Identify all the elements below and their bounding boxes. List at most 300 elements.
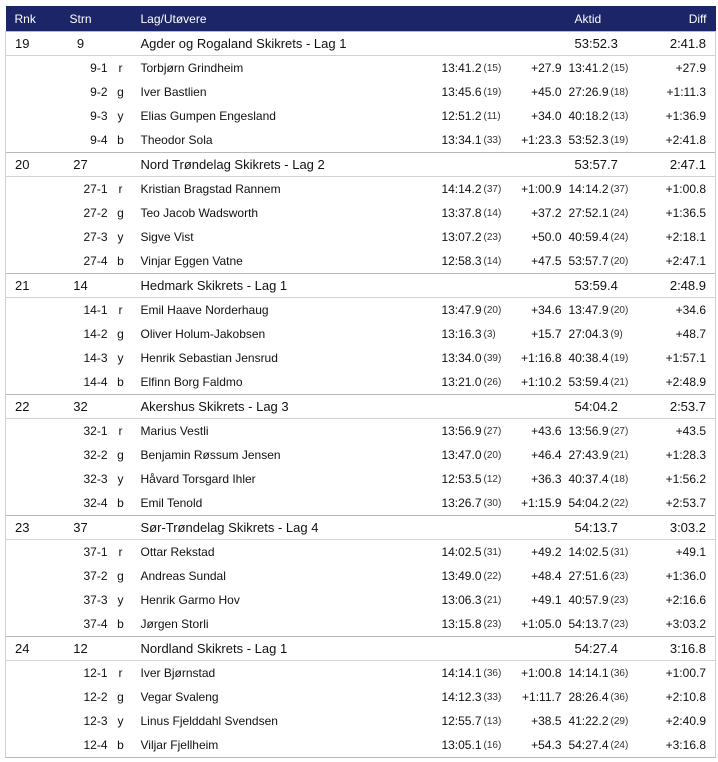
leg-color-code: g — [117, 85, 124, 99]
leg-rank: (16) — [482, 733, 515, 758]
cumulative-diff: +1:28.3 — [643, 443, 716, 467]
leg-diff: +1:15.9 — [521, 496, 562, 510]
header-current[interactable]: Aktid — [562, 6, 643, 32]
cumulative-rank: (22) — [610, 497, 629, 509]
cumulative-diff: +27.9 — [643, 56, 716, 81]
cumulative-diff: +3:16.8 — [643, 733, 716, 758]
leg-diff: +50.0 — [531, 230, 562, 244]
leg-time: 13:05.1 — [437, 733, 482, 758]
leg-bib: 32-1 — [83, 424, 108, 438]
leg-rank: (39) — [483, 352, 502, 364]
leg-rank-empty — [6, 709, 54, 733]
team-diff: 2:41.8 — [643, 32, 716, 56]
team-name[interactable]: Nord Trøndelag Skikrets - Lag 2 — [134, 153, 437, 177]
leg-row[interactable] — [6, 104, 716, 128]
leg-diff: +47.5 — [531, 254, 562, 268]
team-color-spacer — [108, 32, 134, 56]
team-name[interactable]: Hedmark Skikrets - Lag 1 — [134, 274, 437, 298]
leg-rank-empty — [6, 346, 54, 370]
team-leg-spacer — [437, 153, 562, 177]
leg-bib: 27-2 — [83, 206, 108, 220]
athlete-name[interactable]: Viljar Fjellheim — [134, 733, 437, 758]
leg-time: 13:41.2 — [441, 61, 482, 75]
leg-time: 13:45.6 — [441, 85, 482, 99]
leg-bib: 37-4 — [83, 617, 108, 631]
leg-rank: (21) — [483, 594, 502, 606]
leg-time: 14:12.3 — [441, 690, 482, 704]
cumulative-diff: +1:57.1 — [643, 346, 716, 370]
team-row[interactable] — [6, 32, 716, 56]
team-bib: 32 — [54, 395, 108, 419]
header-leg-spacer — [437, 6, 562, 32]
cumulative-diff: +2:18.1 — [643, 225, 716, 249]
leg-row[interactable] — [6, 177, 716, 202]
leg-time: 13:26.7 — [441, 496, 482, 510]
team-name[interactable]: Nordland Skikrets - Lag 1 — [134, 637, 437, 661]
cumulative-time: 13:41.2 — [568, 61, 609, 75]
athlete-name[interactable]: Kristian Bragstad Rannem — [140, 182, 281, 196]
leg-diff: +27.9 — [531, 61, 562, 75]
cumulative-rank: (21) — [610, 376, 629, 388]
leg-rank-empty — [6, 443, 54, 467]
athlete-name[interactable]: Henrik Garmo Hov — [140, 593, 240, 607]
leg-color-code: g — [117, 448, 124, 462]
leg-time: 13:34.1 — [441, 133, 482, 147]
team-bib: 27 — [54, 153, 108, 177]
leg-time: 14:02.5 — [441, 545, 482, 559]
leg-diff: +38.5 — [531, 714, 562, 728]
leg-diff: +46.4 — [531, 448, 562, 462]
team-leg-spacer — [437, 637, 562, 661]
leg-rank-empty — [6, 661, 54, 686]
cumulative-rank: (21) — [610, 449, 629, 461]
cumulative-diff: +1:36.9 — [643, 104, 716, 128]
leg-rank: (30) — [483, 497, 502, 509]
cumulative-diff: +2:53.7 — [643, 491, 716, 516]
leg-bib: 37-2 — [83, 569, 108, 583]
team-rank: 19 — [6, 32, 54, 56]
leg-diff: +1:16.8 — [521, 351, 562, 365]
leg-rank-empty — [6, 588, 54, 612]
leg-diff: +54.3 — [515, 733, 562, 758]
cumulative-diff: +2:47.1 — [643, 249, 716, 274]
cumulative-diff: +1:11.3 — [643, 80, 716, 104]
leg-rank: (19) — [483, 86, 502, 98]
team-row[interactable] — [6, 153, 716, 177]
leg-row[interactable] — [6, 249, 716, 274]
team-color-spacer — [108, 395, 134, 419]
leg-color-code: b — [117, 496, 124, 510]
team-bib: 37 — [54, 516, 108, 540]
athlete-name[interactable]: Teo Jacob Wadsworth — [140, 206, 259, 220]
leg-row[interactable] — [6, 709, 716, 733]
leg-color-code: r — [118, 424, 123, 438]
leg-diff: +45.0 — [531, 85, 562, 99]
leg-diff: +1:10.2 — [521, 375, 562, 389]
cumulative-time: 27:04.3 — [568, 327, 609, 341]
leg-row[interactable] — [6, 612, 716, 637]
team-diff: 3:03.2 — [643, 516, 716, 540]
team-rank: 21 — [6, 274, 54, 298]
leg-row[interactable] — [6, 685, 716, 709]
leg-row[interactable] — [6, 201, 716, 225]
cumulative-time: 40:59.4 — [568, 230, 609, 244]
leg-rank-empty — [6, 298, 54, 323]
leg-time: 12:53.5 — [441, 472, 482, 486]
cumulative-rank: (23) — [610, 594, 629, 606]
leg-diff: +1:05.0 — [521, 617, 562, 631]
leg-time: 12:51.2 — [441, 109, 482, 123]
cumulative-rank: (36) — [610, 667, 629, 679]
cumulative-diff: +2:40.9 — [643, 709, 716, 733]
leg-color-code: g — [117, 569, 124, 583]
cumulative-time: 40:57.9 — [568, 593, 609, 607]
team-total-time: 54:13.7 — [562, 516, 643, 540]
leg-color-code: y — [117, 472, 124, 486]
cumulative-rank: (23) — [610, 570, 629, 582]
leg-time: 13:56.9 — [441, 424, 482, 438]
athlete-name[interactable]: Iver Bjørnstad — [140, 666, 216, 680]
team-color-spacer — [108, 516, 134, 540]
leg-color-code: r — [118, 666, 123, 680]
team-color-spacer — [108, 153, 134, 177]
cumulative-time: 14:02.5 — [568, 545, 609, 559]
leg-row[interactable] — [6, 443, 716, 467]
cumulative-time: 53:59.4 — [568, 375, 609, 389]
leg-rank-empty — [6, 564, 54, 588]
leg-bib: 32-3 — [83, 472, 108, 486]
leg-color-code: r — [118, 61, 123, 75]
team-diff: 2:48.9 — [643, 274, 716, 298]
leg-rank: (12) — [483, 473, 502, 485]
team-total-time: 53:57.7 — [562, 153, 643, 177]
cumulative-rank: (18) — [610, 473, 629, 485]
cumulative-rank: (36) — [610, 691, 629, 703]
team-name[interactable]: Sør-Trøndelag Skikrets - Lag 4 — [134, 516, 437, 540]
athlete-name[interactable]: Emil Haave Norderhaug — [140, 303, 269, 317]
cumulative-diff: +3:03.2 — [643, 612, 716, 637]
leg-row[interactable] — [6, 80, 716, 104]
leg-rank: (31) — [483, 546, 502, 558]
leg-row[interactable] — [6, 661, 716, 686]
leg-diff: +1:11.7 — [522, 690, 562, 704]
leg-diff: +34.6 — [531, 303, 562, 317]
athlete-name[interactable]: Linus Fjelddahl Svendsen — [140, 714, 278, 728]
leg-time: 13:47.9 — [441, 303, 482, 317]
cumulative-rank: (24) — [609, 733, 643, 758]
leg-color-code: y — [117, 593, 124, 607]
leg-color-code: b — [117, 254, 124, 268]
cumulative-rank: (15) — [610, 62, 629, 74]
cumulative-time: 54:04.2 — [568, 496, 609, 510]
athlete-name[interactable]: Vinjar Eggen Vatne — [140, 254, 243, 268]
cumulative-time: 13:47.9 — [568, 303, 609, 317]
leg-rank-empty — [6, 80, 54, 104]
team-rank: 23 — [6, 516, 54, 540]
cumulative-diff: +2:10.8 — [643, 685, 716, 709]
leg-rank-empty — [6, 56, 54, 81]
header-team[interactable]: Lag/Utøvere — [134, 6, 437, 32]
cumulative-time: 14:14.2 — [568, 182, 609, 196]
cumulative-diff: +1:00.7 — [643, 661, 716, 686]
cumulative-rank: (19) — [610, 352, 629, 364]
leg-rank-empty — [6, 491, 54, 516]
cumulative-time: 40:18.2 — [568, 109, 609, 123]
header-diff[interactable]: Diff — [643, 6, 716, 32]
athlete-name[interactable]: Ottar Rekstad — [140, 545, 215, 559]
team-diff: 2:53.7 — [643, 395, 716, 419]
cumulative-rank: (20) — [610, 304, 629, 316]
leg-bib: 12-1 — [83, 666, 108, 680]
cumulative-time: 40:37.4 — [568, 472, 609, 486]
leg-row[interactable] — [6, 733, 716, 758]
cumulative-rank: (27) — [610, 425, 629, 437]
leg-bib: 9-4 — [90, 133, 108, 147]
leg-rank-empty — [6, 128, 54, 153]
leg-bib: 12-3 — [83, 714, 108, 728]
team-total-time: 54:27.4 — [562, 637, 643, 661]
cumulative-time: 13:56.9 — [568, 424, 609, 438]
leg-bib: 32-4 — [83, 496, 108, 510]
leg-diff: +49.2 — [531, 545, 562, 559]
cumulative-rank: (37) — [610, 183, 629, 195]
leg-bib: 14-3 — [83, 351, 108, 365]
team-leg-spacer — [437, 395, 562, 419]
leg-color-code: y — [117, 714, 124, 728]
cumulative-time: 54:27.4 — [562, 733, 609, 758]
cumulative-diff: +1:56.2 — [643, 467, 716, 491]
team-bib: 12 — [54, 637, 108, 661]
leg-row[interactable] — [6, 540, 716, 565]
cumulative-diff: +2:16.6 — [643, 588, 716, 612]
leg-time: 14:14.2 — [441, 182, 482, 196]
team-bib: 9 — [54, 32, 108, 56]
leg-rank-empty — [6, 467, 54, 491]
leg-bib: 9-3 — [90, 109, 108, 123]
leg-row[interactable] — [6, 225, 716, 249]
leg-row[interactable] — [6, 419, 716, 444]
athlete-name[interactable]: Marius Vestli — [140, 424, 209, 438]
leg-rank-empty — [6, 685, 54, 709]
leg-time: 13:16.3 — [441, 327, 482, 341]
leg-time: 13:34.0 — [441, 351, 482, 365]
team-row[interactable] — [6, 637, 716, 661]
team-diff: 2:47.1 — [643, 153, 716, 177]
team-rank: 22 — [6, 395, 54, 419]
header-bib[interactable]: Strn — [54, 6, 108, 32]
leg-diff: +36.3 — [531, 472, 562, 486]
leg-rank-empty — [6, 201, 54, 225]
leg-rank-empty — [6, 733, 54, 758]
leg-bib: 27-4 — [83, 254, 108, 268]
leg-rank: (37) — [483, 183, 502, 195]
leg-rank: (20) — [483, 449, 502, 461]
cumulative-time: 53:57.7 — [568, 254, 609, 268]
leg-bib: 27-3 — [83, 230, 108, 244]
leg-diff: +48.4 — [531, 569, 562, 583]
leg-rank-empty — [6, 177, 54, 202]
cumulative-rank: (19) — [610, 134, 629, 146]
team-name[interactable]: Akershus Skikrets - Lag 3 — [134, 395, 437, 419]
leg-bib: 12-4 — [54, 733, 108, 758]
cumulative-diff: +2:41.8 — [643, 128, 716, 153]
team-diff: 3:16.8 — [643, 637, 716, 661]
cumulative-time: 27:52.1 — [568, 206, 609, 220]
leg-row[interactable] — [6, 588, 716, 612]
leg-bib: 37-1 — [83, 545, 108, 559]
team-total-time: 54:04.2 — [562, 395, 643, 419]
leg-color-code: b — [117, 617, 124, 631]
cumulative-rank: (18) — [610, 86, 629, 98]
leg-color-code: r — [118, 182, 123, 196]
cumulative-diff: +1:00.8 — [643, 177, 716, 202]
leg-rank: (14) — [483, 255, 502, 267]
leg-time: 13:47.0 — [441, 448, 482, 462]
cumulative-time: 41:22.2 — [568, 714, 609, 728]
leg-row[interactable] — [6, 467, 716, 491]
cumulative-time: 27:43.9 — [568, 448, 609, 462]
team-name[interactable]: Agder og Rogaland Skikrets - Lag 1 — [134, 32, 437, 56]
leg-row[interactable] — [6, 370, 716, 395]
team-total-time: 53:52.3 — [562, 32, 643, 56]
athlete-name[interactable]: Benjamin Røssum Jensen — [140, 448, 281, 462]
cumulative-time: 53:52.3 — [568, 133, 609, 147]
team-total-time: 53:59.4 — [562, 274, 643, 298]
cumulative-rank: (13) — [610, 110, 629, 122]
athlete-name[interactable]: Elias Gumpen Engesland — [140, 109, 276, 123]
cumulative-time: 40:38.4 — [568, 351, 609, 365]
leg-bib: 32-2 — [83, 448, 108, 462]
athlete-name[interactable]: Emil Tenold — [140, 496, 203, 510]
leg-time: 13:21.0 — [441, 375, 482, 389]
leg-diff: +1:23.3 — [521, 133, 562, 147]
results-table-container — [5, 6, 715, 758]
leg-rank: (22) — [483, 570, 502, 582]
leg-rank-empty — [6, 419, 54, 444]
cumulative-time: 27:51.6 — [568, 569, 609, 583]
cumulative-diff: +2:48.9 — [643, 370, 716, 395]
cumulative-rank: (20) — [610, 255, 629, 267]
cumulative-rank: (9) — [610, 328, 623, 340]
leg-color-code: g — [117, 327, 124, 341]
athlete-name[interactable]: Theodor Sola — [140, 133, 213, 147]
leg-rank-empty — [6, 370, 54, 395]
team-color-spacer — [108, 637, 134, 661]
leg-bib: 14-1 — [83, 303, 108, 317]
leg-rank: (26) — [483, 376, 502, 388]
leg-row[interactable] — [6, 298, 716, 323]
leg-rank: (13) — [483, 715, 502, 727]
cumulative-diff: +34.6 — [643, 298, 716, 323]
athlete-name[interactable]: Jørgen Storli — [140, 617, 209, 631]
cumulative-diff: +48.7 — [643, 322, 716, 346]
athlete-name[interactable]: Torbjørn Grindheim — [140, 61, 244, 75]
leg-rank-empty — [6, 612, 54, 637]
team-row[interactable] — [6, 274, 716, 298]
cumulative-rank: (24) — [610, 231, 629, 243]
athlete-name[interactable]: Andreas Sundal — [140, 569, 226, 583]
leg-rank-empty — [6, 540, 54, 565]
leg-rank: (23) — [483, 618, 502, 630]
leg-rank: (3) — [483, 328, 496, 340]
header-rank[interactable]: Rnk — [6, 6, 54, 32]
leg-time: 13:15.8 — [441, 617, 482, 631]
cumulative-diff: +43.5 — [643, 419, 716, 444]
leg-rank: (33) — [483, 134, 502, 146]
leg-row[interactable] — [6, 346, 716, 370]
athlete-name[interactable]: Håvard Torsgard Ihler — [140, 472, 256, 486]
leg-bib: 37-3 — [83, 593, 108, 607]
relay-results-table — [5, 6, 716, 758]
cumulative-diff: +1:36.5 — [643, 201, 716, 225]
leg-rank-empty — [6, 249, 54, 274]
leg-color-code: r — [118, 303, 123, 317]
leg-bib: 9-1 — [90, 61, 108, 75]
leg-rank: (27) — [483, 425, 502, 437]
leg-bib: 14-4 — [83, 375, 108, 389]
leg-diff: +37.2 — [531, 206, 562, 220]
leg-time: 12:55.7 — [441, 714, 482, 728]
athlete-name[interactable]: Sigve Vist — [140, 230, 194, 244]
header-color-spacer — [108, 6, 134, 32]
athlete-name[interactable]: Iver Bastlien — [140, 85, 207, 99]
leg-diff: +1:00.8 — [521, 666, 562, 680]
leg-diff: +34.0 — [531, 109, 562, 123]
leg-bib: 9-2 — [90, 85, 108, 99]
team-row[interactable] — [6, 516, 716, 540]
leg-row[interactable] — [6, 564, 716, 588]
cumulative-time: 28:26.4 — [568, 690, 609, 704]
leg-row[interactable] — [6, 491, 716, 516]
leg-time: 13:07.2 — [441, 230, 482, 244]
leg-rank: (33) — [483, 691, 502, 703]
athlete-name[interactable]: Oliver Holum-Jakobsen — [140, 327, 266, 341]
leg-rank: (14) — [483, 207, 502, 219]
leg-rank: (36) — [483, 667, 502, 679]
team-leg-spacer — [437, 32, 562, 56]
team-leg-spacer — [437, 274, 562, 298]
leg-color-code: y — [117, 351, 124, 365]
athlete-name[interactable]: Vegar Svaleng — [140, 690, 219, 704]
results-body — [6, 32, 716, 758]
cumulative-rank: (29) — [610, 715, 629, 727]
leg-rank: (23) — [483, 231, 502, 243]
leg-color-code: y — [117, 230, 124, 244]
leg-color-code: g — [117, 206, 124, 220]
leg-time: 13:06.3 — [441, 593, 482, 607]
leg-row[interactable] — [6, 322, 716, 346]
leg-rank: (20) — [483, 304, 502, 316]
leg-diff: +15.7 — [531, 327, 562, 341]
leg-color-code: b — [108, 733, 134, 758]
athlete-name[interactable]: Henrik Sebastian Jensrud — [140, 351, 278, 365]
athlete-name[interactable]: Elfinn Borg Faldmo — [140, 375, 243, 389]
leg-time: 13:37.8 — [441, 206, 482, 220]
team-color-spacer — [108, 274, 134, 298]
cumulative-diff: +1:36.0 — [643, 564, 716, 588]
leg-rank: (15) — [483, 62, 502, 74]
team-row[interactable] — [6, 395, 716, 419]
leg-diff: +43.6 — [531, 424, 562, 438]
leg-diff: +1:00.9 — [521, 182, 562, 196]
leg-diff: +49.1 — [531, 593, 562, 607]
leg-row[interactable] — [6, 128, 716, 153]
cumulative-time: 27:26.9 — [568, 85, 609, 99]
leg-rank-empty — [6, 225, 54, 249]
leg-color-code: y — [117, 109, 124, 123]
leg-rank-empty — [6, 104, 54, 128]
leg-row[interactable] — [6, 56, 716, 81]
